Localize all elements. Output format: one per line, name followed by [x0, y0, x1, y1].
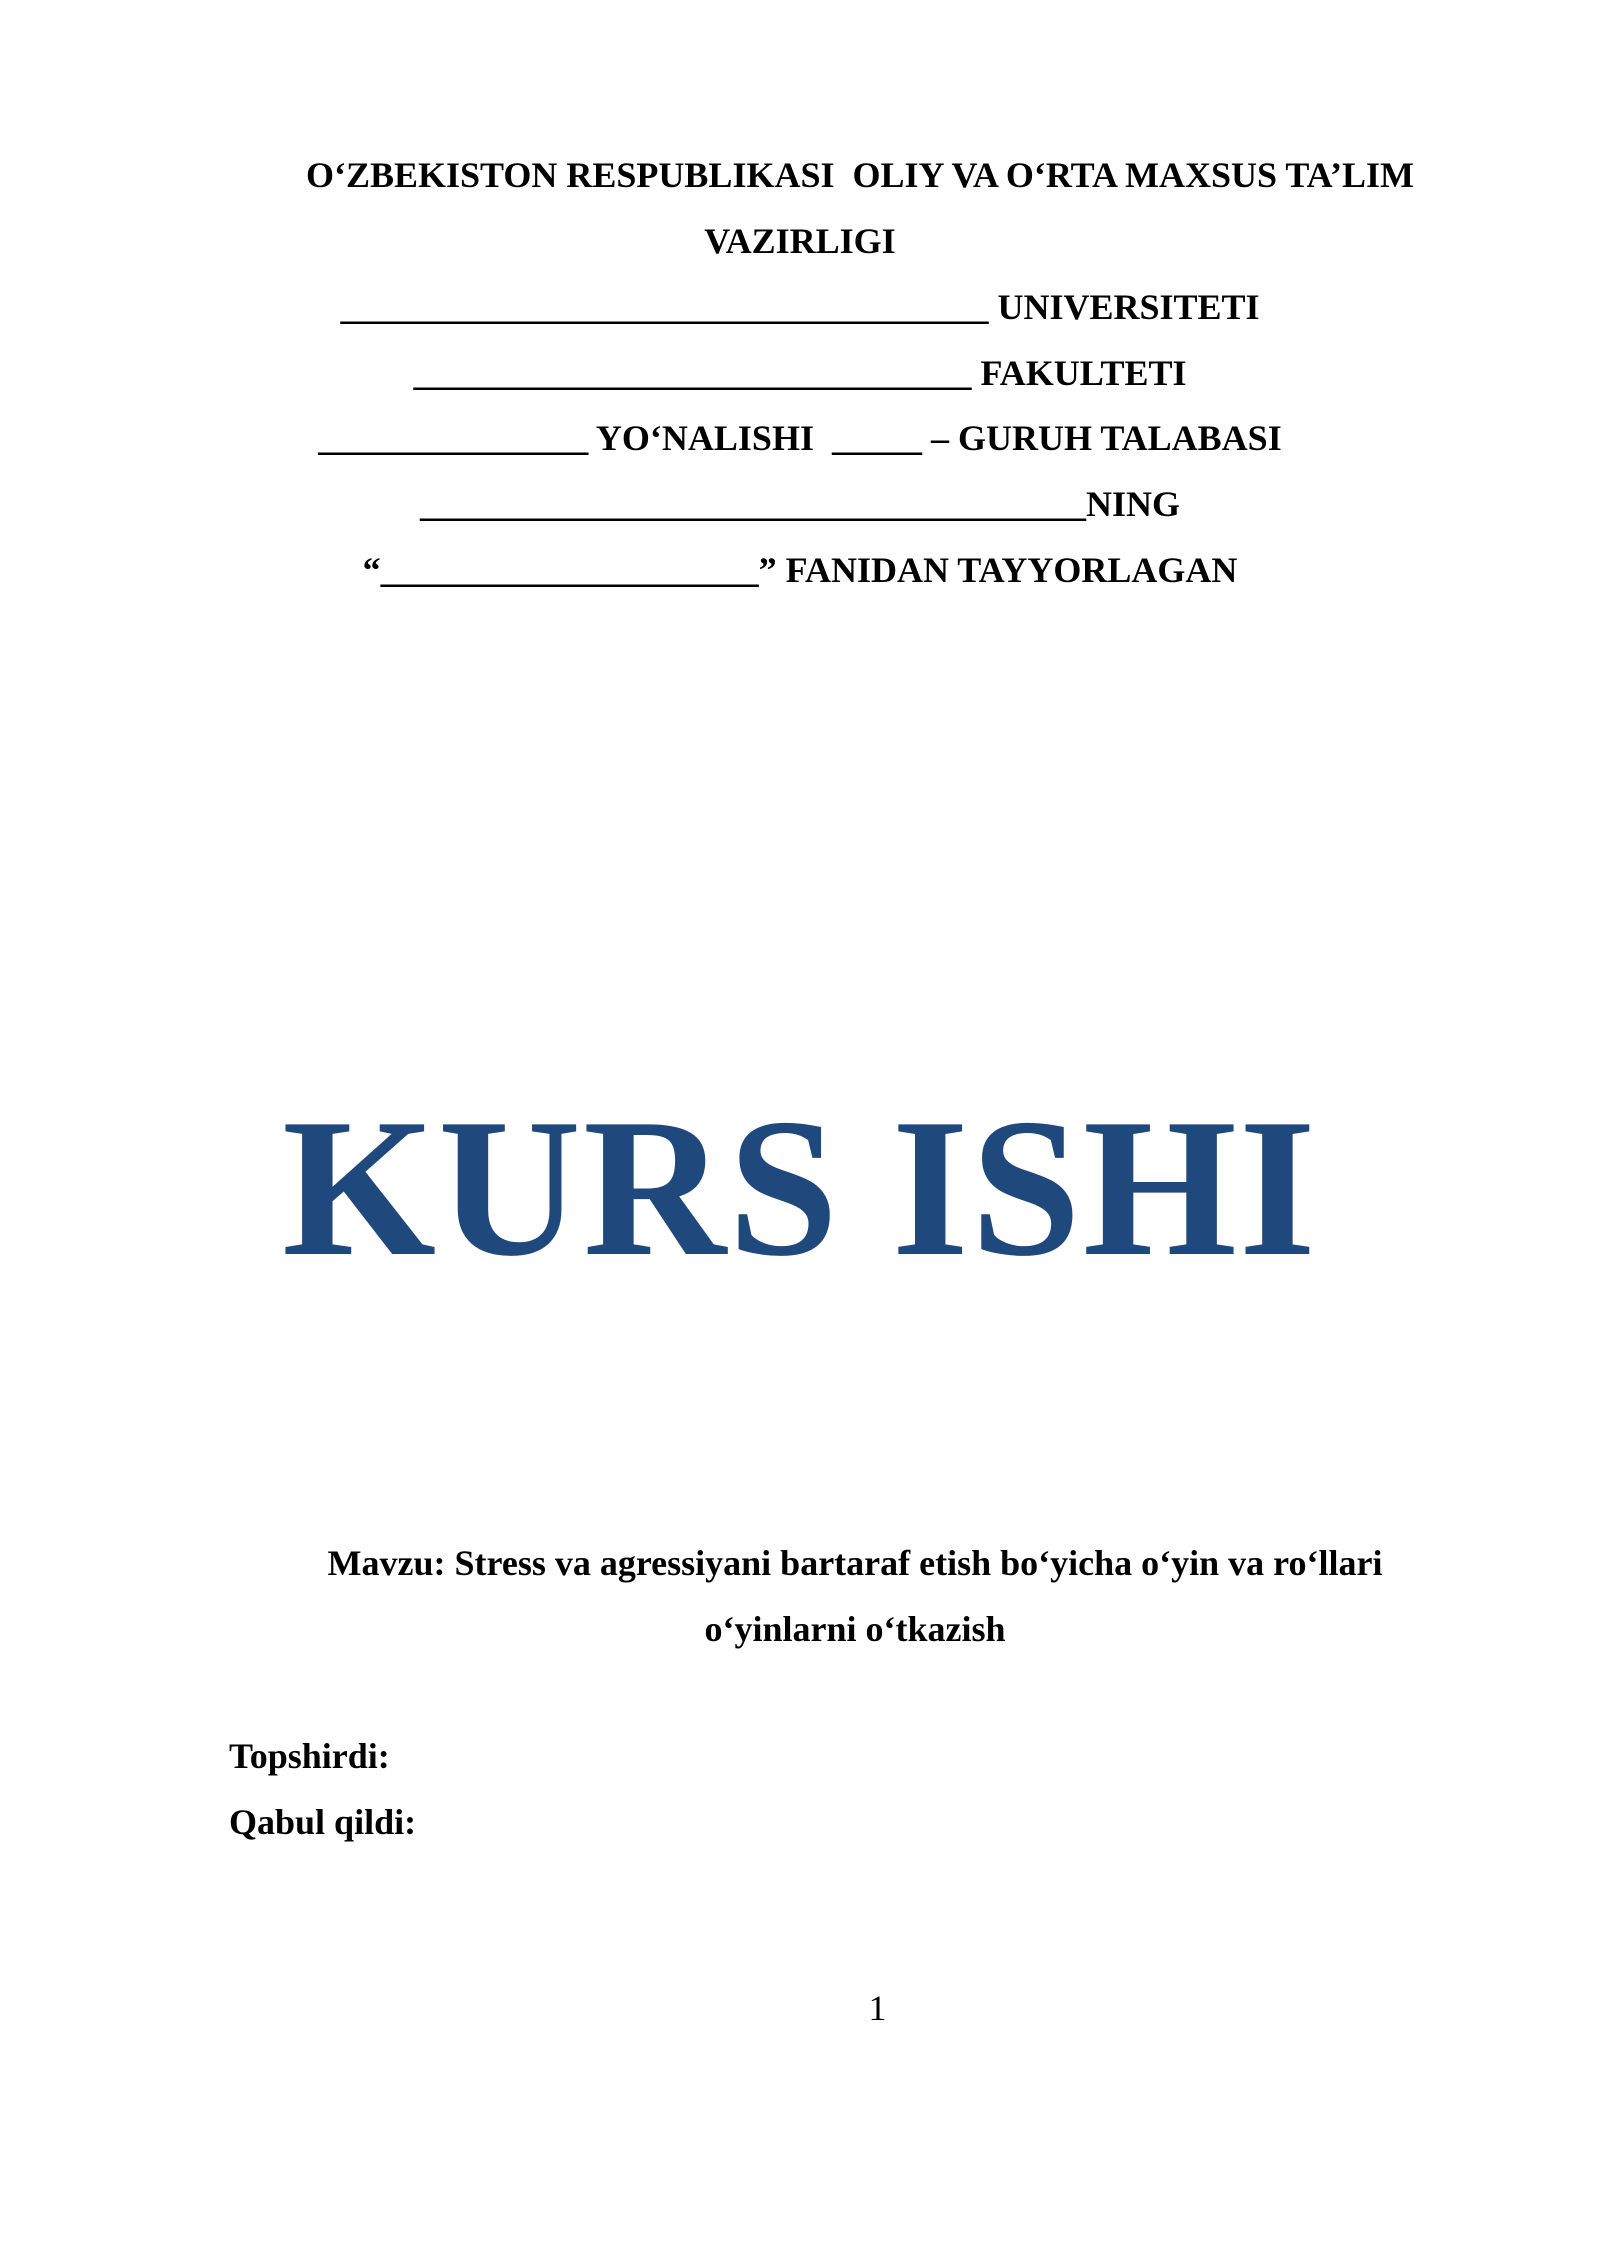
faculty-line: _______________________________ FAKULTETI — [413, 353, 1187, 393]
document-title: KURS ISHI — [282, 1078, 1318, 1297]
topic-line1: Mavzu: Stress va agressiyani bartaraf etish bo‘yicha o‘yin va ro‘llari — [327, 1543, 1383, 1583]
university-line: ____________________________________ UNIVERSITETI — [340, 287, 1260, 327]
direction-group-line: _______________ YO‘NALISHI _____ – GURUH TALABASI — [318, 418, 1282, 458]
student-name-line: _____________________________________NING — [419, 484, 1180, 524]
topic-block — [290, 1530, 1420, 1662]
ministry-name-line1: O‘ZBEKISTON RESPUBLIKASI OLIY VA O‘RTA MAXSUS TA’LIM — [305, 155, 1414, 195]
subject-line: “_____________________” FANIDAN TAYYORLAGAN — [362, 550, 1238, 590]
submitted-by-label: Topshirdi: — [229, 1736, 390, 1776]
topic-line2: o‘yinlarni o‘tkazish — [704, 1609, 1006, 1649]
page-number: 1 — [868, 1988, 887, 2028]
ministry-name-line2: VAZIRLIGI — [704, 221, 896, 261]
accepted-by-label: Qabul qildi: — [229, 1802, 417, 1842]
